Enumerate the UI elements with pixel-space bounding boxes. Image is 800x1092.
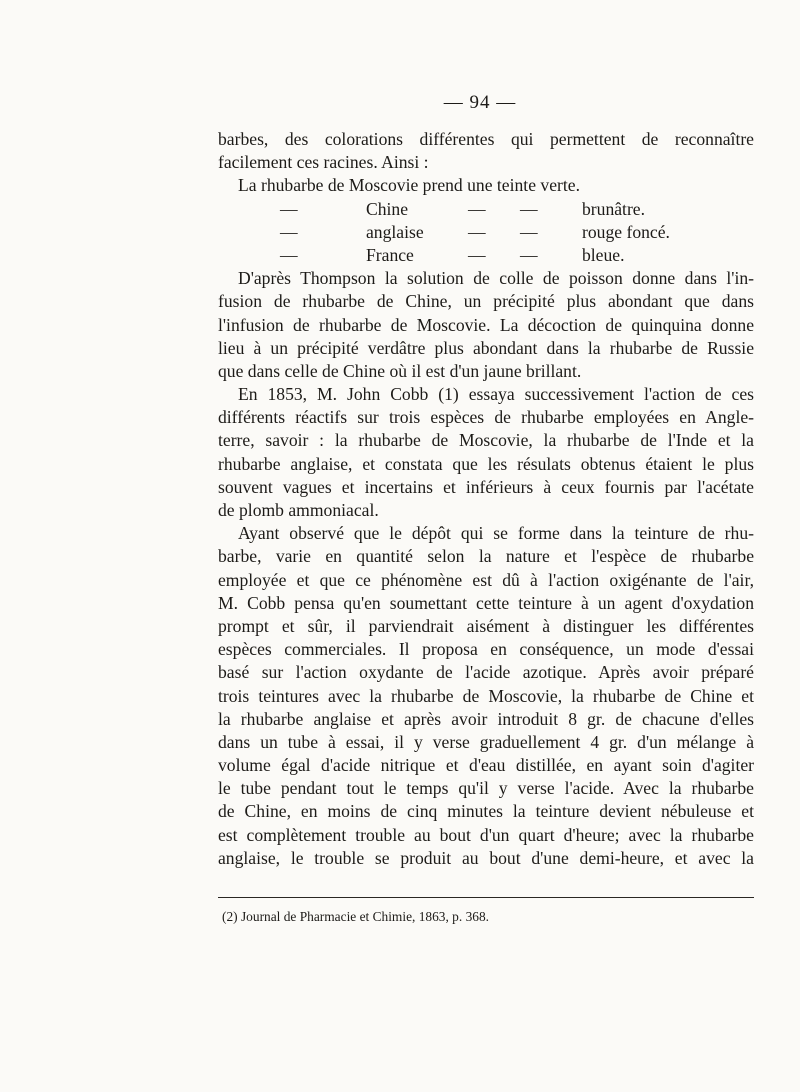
text-line: le tube pendant tout le temps qu'il y verse l'acide. Avec la rhubarbe [218,778,754,799]
rhubarb-origin: anglaise [366,221,424,242]
text-line: trois teintures avec la rhubarbe de Moscovie, la rhubarbe de Chine et [218,685,754,706]
ditto-mark: — [280,221,298,242]
text-line: basé sur l'action oxydante de l'acide azotique. Après avoir préparé [218,662,754,683]
rhubarb-origin: France [366,244,414,265]
text-line: employée et que ce phénomène est dû à l'action oxigénante de l'air, [218,569,754,590]
text-line: différents réactifs sur trois espèces de rhubarbe employées en Angle- [218,407,754,428]
text-line: En 1853, M. John Cobb (1) essaya successivement l'action de ces [238,384,754,405]
text-line: lieu à un précipité verdâtre plus abondant dans la rhubarbe de Russie [218,337,754,358]
text-line: dans un tube à essai, il y verse graduellement 4 gr. d'un mélange à [218,731,754,752]
text-line: Ayant observé que le dépôt qui se forme dans la teinture de rhu- [238,523,754,544]
text-line: l'infusion de rhubarbe de Moscovie. La décoction de quinquina donne [218,314,754,335]
rhubarb-origin: Chine [366,198,409,219]
color-table-row [218,221,754,244]
text-line: fusion de rhubarbe de Chine, un précipité plus abondant que dans [218,291,754,312]
text-line: est complètement trouble au bout d'un quart d'heure; avec la rhubarbe [218,824,754,845]
tint-color: bleue. [582,244,625,265]
ditto-mark: — [520,244,538,265]
text-line: D'après Thompson la solution de colle de poisson donne dans l'in- [238,268,754,289]
ditto-mark: — [468,221,486,242]
footnote: (2) Journal de Pharmacie et Chimie, 1863, p. 368. [222,909,490,924]
ditto-mark: — [468,198,486,219]
text-line: anglaise, le trouble se produit au bout d'une demi-heure, et avec la [218,847,754,868]
text-line: espèces commerciales. Il proposa en conséquence, un mode d'essai [218,639,754,660]
color-table-row [218,244,754,267]
page-number: — 94 — [443,92,517,113]
color-table-row [218,198,754,221]
tint-color: brunâtre. [582,198,646,219]
footnote-rule [218,897,754,898]
ditto-mark: — [280,244,298,265]
ditto-mark: — [520,198,538,219]
text-line: La rhubarbe de Moscovie prend une teinte verte. [238,175,580,196]
text-line: souvent vagues et incertains et inférieurs à ceux fournis par l'acétate [218,476,754,497]
tint-color: rouge foncé. [582,221,670,242]
text-line: volume égal d'acide nitrique et d'eau distillée, en ayant soin d'agiter [218,755,754,776]
text-line: M. Cobb pensa qu'en soumettant cette teinture à un agent d'oxydation [218,592,754,613]
text-line: la rhubarbe anglaise et après avoir introduit 8 gr. de chacune d'elles [218,708,754,729]
text-line: terre, savoir : la rhubarbe de Moscovie, la rhubarbe de l'Inde et la [218,430,754,451]
text-line: barbe, varie en quantité selon la nature et l'espèce de rhubarbe [218,546,754,567]
text-line: facilement ces racines. Ainsi : [218,152,429,173]
ditto-mark: — [520,221,538,242]
body-text [218,128,754,870]
text-line: barbes, des colorations différentes qui permettent de reconnaître [218,129,754,149]
ditto-mark: — [280,198,298,219]
text-line: de plomb ammoniacal. [218,500,379,520]
text-line: prompt et sûr, il parviendrait aisément à distinguer les différentes [218,615,754,636]
text-line: que dans celle de Chine où il est d'un jaune brillant. [218,360,582,381]
ditto-mark: — [468,244,486,265]
text-line: de Chine, en moins de cinq minutes la teinture devient nébuleuse et [218,801,754,822]
text-line: rhubarbe anglaise, et constata que les résulats obtenus étaient le plus [218,453,754,474]
